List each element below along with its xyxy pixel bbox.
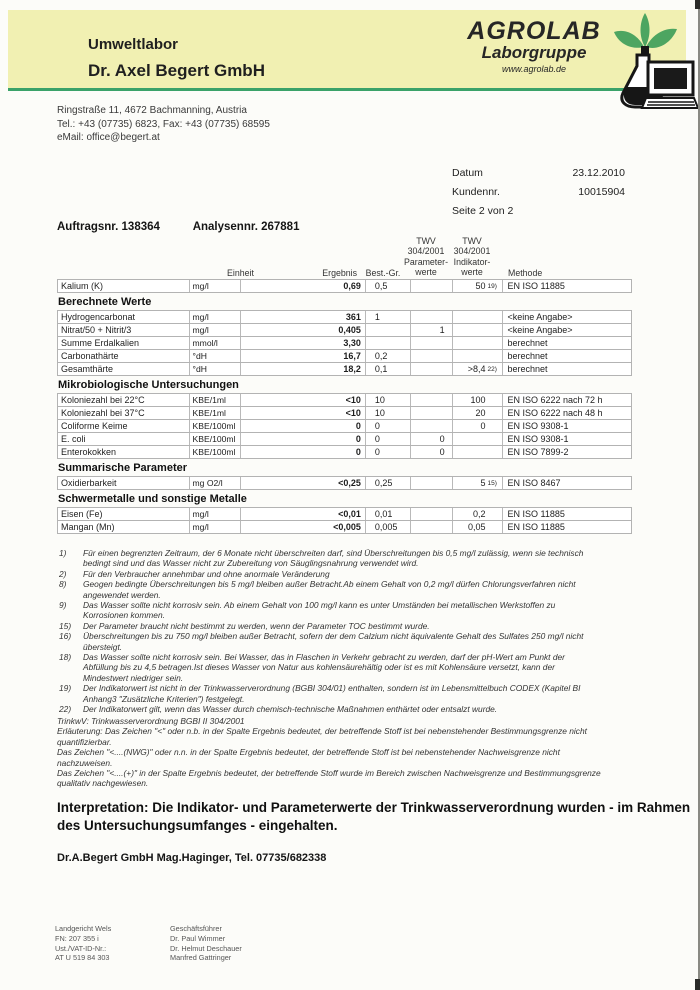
cell-einheit: mg/l bbox=[189, 324, 241, 336]
cell-einheit: mg/l bbox=[189, 280, 241, 292]
section-table bbox=[57, 476, 632, 490]
footnote bbox=[57, 683, 657, 704]
cell-bestimmungsgrenze: 1 bbox=[365, 311, 410, 323]
cell-parameterwert bbox=[410, 407, 452, 419]
cell-parameter: Eisen (Fe) bbox=[61, 509, 103, 519]
cell-bestimmungsgrenze: 0,1 bbox=[365, 363, 410, 375]
datum-label: Datum bbox=[452, 167, 483, 179]
logo-name: AGROLAB bbox=[467, 17, 601, 45]
cell-ergebnis: 0,69 bbox=[240, 280, 365, 292]
section-title: Schwermetalle und sonstige Metalle bbox=[58, 493, 247, 505]
footnote-ref: 15) bbox=[487, 480, 497, 487]
kundennr-value: 10015904 bbox=[578, 186, 625, 198]
footnote-ref bbox=[485, 395, 500, 407]
cell-ergebnis: <10 bbox=[240, 394, 365, 406]
footnote bbox=[57, 704, 657, 714]
table-column-headers bbox=[57, 232, 632, 279]
section-title: Summarische Parameter bbox=[58, 462, 188, 474]
cell-parameterwert bbox=[410, 311, 452, 323]
cell-bestimmungsgrenze: 0,01 bbox=[365, 508, 410, 520]
section-table bbox=[57, 279, 632, 293]
cell-parameter: Mangan (Mn) bbox=[61, 522, 115, 532]
cell-bestimmungsgrenze bbox=[365, 324, 410, 336]
cell-indikatorwert bbox=[452, 337, 503, 349]
cell-einheit: mmol/l bbox=[189, 337, 241, 349]
footnote-number: 8) bbox=[59, 579, 67, 590]
section-table bbox=[57, 393, 632, 459]
footnote-line: angewendet werden. bbox=[83, 589, 161, 600]
cell-parameterwert bbox=[410, 394, 452, 406]
cell-methode: EN ISO 7899-2 bbox=[502, 446, 631, 458]
cell-einheit: mg/l bbox=[189, 508, 241, 520]
footnote-line: Korrosionen kommen. bbox=[83, 610, 165, 621]
logo-subname: Laborgruppe bbox=[481, 43, 587, 62]
legend-line: qualitativ nachgewiesen. bbox=[57, 778, 149, 789]
footnote-ref bbox=[485, 408, 500, 420]
analysennr: Analysennr. 267881 bbox=[192, 221, 300, 233]
section-table bbox=[57, 507, 632, 534]
cell-parameter: Koloniezahl bei 37°C bbox=[61, 408, 145, 418]
footnote-line: Mindestwert niedriger sein. bbox=[83, 672, 184, 683]
cell-parameter: Coliforme Keime bbox=[61, 421, 128, 431]
indikatorwert-value: 0,2 bbox=[472, 509, 486, 519]
col-header-twv-parameterwerte: TWV 304/2001 Parameter- werte bbox=[404, 235, 448, 278]
table-row bbox=[57, 349, 632, 363]
cell-parameterwert bbox=[410, 337, 452, 349]
cell-parameterwert bbox=[410, 477, 452, 489]
footnote-line: Geogen bedingte Überschreitungen bis 5 mg/l bleiben außer Betracht.Ab einem Gehalt von 0,2 mg/l dürfen Chlorungsverfahren nicht bbox=[83, 579, 576, 590]
cell-parameter: Nitrat/50 + Nitrit/3 bbox=[61, 325, 132, 335]
footnote bbox=[57, 652, 657, 683]
footnote-number: 9) bbox=[59, 600, 67, 611]
datum-value: 23.12.2010 bbox=[572, 167, 625, 179]
footer-left-line: FN: 207 355 i bbox=[55, 933, 99, 943]
cell-methode: EN ISO 6222 nach 48 h bbox=[502, 407, 631, 419]
seite-value: Seite 2 von 2 bbox=[452, 205, 514, 217]
cell-ergebnis: <10 bbox=[240, 407, 365, 419]
cell-indikatorwert bbox=[452, 508, 503, 520]
cell-methode: EN ISO 9308-1 bbox=[502, 433, 631, 445]
footnote-ref bbox=[485, 312, 500, 324]
signature-line: Dr.A.Begert GmbH Mag.Haginger, Tel. 07735/682338 bbox=[57, 852, 327, 864]
col-header-twv-indikatorwerte: TWV 304/2001 Indikator- werte bbox=[453, 235, 491, 278]
lab-name-line2: Dr. Axel Begert GmbH bbox=[88, 61, 265, 80]
report-meta bbox=[452, 167, 625, 224]
table-row bbox=[57, 336, 632, 350]
cell-indikatorwert bbox=[452, 477, 503, 489]
cell-einheit: mg/l bbox=[189, 521, 241, 533]
footnote bbox=[57, 548, 657, 569]
cell-einheit: KBE/1ml bbox=[189, 407, 241, 419]
table-row bbox=[57, 279, 632, 293]
table-row bbox=[57, 476, 632, 490]
indikatorwert-value: 0 bbox=[480, 421, 486, 431]
footnote-line: Der Indikatorwert ist nicht in der Trinkwasserverordnung (BGBI 304/01) enthalten, sondern ist im Lebensmittelbuch CODEX (Kapitel BI bbox=[83, 683, 581, 694]
cell-parameter: Enterokokken bbox=[61, 447, 117, 457]
cell-methode: <keine Angabe> bbox=[502, 324, 631, 336]
address-line: Ringstraße 11, 4672 Bachmanning, Austria bbox=[57, 105, 247, 116]
col-header-einheit: Einheit bbox=[227, 268, 254, 278]
section-title: Mikrobiologische Untersuchungen bbox=[58, 379, 239, 391]
legend-line: nachzuweisen. bbox=[57, 757, 113, 768]
footnote-line: Das Wasser sollte nicht korrosiv sein. Ab einem Gehalt von 100 mg/l kann es unter Umständen bei metallischen Werkstoffen zu bbox=[83, 600, 556, 611]
footnote-line: Der Parameter braucht nicht bestimmt zu werden, wenn der Parameter TOC bestimmt wurde. bbox=[83, 620, 430, 631]
footer-court-block bbox=[55, 924, 111, 963]
interpretation-line: Interpretation: Die Indikator- und Parameterwerte der Trinkwasserverordnung wurden - im Rahmen bbox=[57, 800, 691, 815]
footnote-line: Für den Verbraucher annehmbar und ohne anormale Veränderung bbox=[83, 568, 330, 579]
cell-indikatorwert bbox=[452, 280, 503, 292]
cell-einheit: °dH bbox=[189, 350, 241, 362]
cell-ergebnis: 361 bbox=[240, 311, 365, 323]
footnote-ref: 22) bbox=[487, 366, 497, 373]
indikatorwert-value: 50 bbox=[475, 281, 486, 291]
kundennr-label: Kundennr. bbox=[452, 186, 500, 198]
plant-flask-computer-icon bbox=[598, 12, 700, 110]
cell-methode: berechnet bbox=[502, 337, 631, 349]
cell-methode: <keine Angabe> bbox=[502, 311, 631, 323]
scan-corner-mark bbox=[695, 979, 700, 990]
table-row bbox=[57, 520, 632, 534]
cell-parameter: Koloniezahl bei 22°C bbox=[61, 395, 145, 405]
footer-right-line: Dr. Helmut Deschauer bbox=[170, 943, 242, 953]
indikatorwert-value: 0,05 bbox=[467, 522, 486, 532]
indikatorwert-value: 5 bbox=[480, 478, 486, 488]
footnote-ref bbox=[485, 434, 500, 446]
footnote-ref bbox=[485, 447, 500, 459]
cell-bestimmungsgrenze: 0 bbox=[365, 420, 410, 432]
table-row bbox=[57, 419, 632, 433]
cell-ergebnis: 0 bbox=[240, 446, 365, 458]
meta-seite-row bbox=[452, 205, 625, 224]
cell-methode: berechnet bbox=[502, 350, 631, 362]
cell-parameter: Summe Erdalkalien bbox=[61, 338, 140, 348]
cell-parameterwert bbox=[410, 363, 452, 375]
footnote-ref bbox=[485, 509, 500, 521]
cell-einheit: KBE/100ml bbox=[189, 433, 241, 445]
cell-indikatorwert bbox=[452, 394, 503, 406]
scan-corner-mark bbox=[695, 0, 700, 9]
cell-indikatorwert bbox=[452, 521, 503, 533]
legend bbox=[57, 716, 667, 789]
cell-ergebnis: <0,005 bbox=[240, 521, 365, 533]
col-header-ergebnis: Ergebnis bbox=[322, 268, 357, 278]
footer-left-line: Ust./VAT-ID-Nr.: bbox=[55, 943, 107, 953]
interpretation-line: des Untersuchungsumfanges - eingehalten. bbox=[57, 817, 338, 833]
table-row bbox=[57, 507, 632, 521]
footnote-line: Der Indikatorwert gilt, wenn das Wasser durch chemisch-technische Maßnahmen enthärtet oder entsalzt wurde. bbox=[83, 704, 498, 715]
footnote-ref bbox=[485, 338, 500, 350]
cell-parameter: Kalium (K) bbox=[61, 281, 104, 291]
footnote-number: 18) bbox=[59, 652, 72, 663]
cell-bestimmungsgrenze: 0 bbox=[365, 446, 410, 458]
legend-line: Das Zeichen "<....(NWG)" oder n.n. in der Spalte Ergebnis bedeutet, der betreffende Stoff ist bei nebenstehender Nachweisgrenze nicht bbox=[57, 747, 560, 758]
indikatorwert-value: >8,4 bbox=[467, 364, 486, 374]
cell-parameter: Hydrogencarbonat bbox=[61, 312, 136, 322]
address-line: Tel.: +43 (07735) 6823, Fax: +43 (07735) 68595 bbox=[57, 118, 270, 130]
address-line: eMail: office@begert.at bbox=[57, 132, 160, 143]
agrolab-logo bbox=[448, 18, 620, 76]
cell-indikatorwert bbox=[452, 311, 503, 323]
table-row bbox=[57, 393, 632, 407]
table-row bbox=[57, 432, 632, 446]
footnote-line: bedingt sind und das Wasser nicht zur Zubereitung von Säuglingsnahrung verwendet wird. bbox=[83, 558, 419, 569]
cell-bestimmungsgrenze: 10 bbox=[365, 407, 410, 419]
cell-indikatorwert bbox=[452, 407, 503, 419]
footnote-number: 19) bbox=[59, 683, 72, 694]
legend-line: TrinkwV: Trinkwasserverordnung BGBI II 304/2001 bbox=[57, 716, 245, 726]
cell-einheit: mg O2/l bbox=[189, 477, 241, 489]
footnote-line: Anhang3 "Zusätzliche Kriterien") festgelegt. bbox=[83, 693, 245, 704]
footnote-line: übersteigt. bbox=[83, 641, 123, 652]
footnote-number: 16) bbox=[59, 631, 72, 642]
cell-indikatorwert bbox=[452, 324, 503, 336]
cell-ergebnis: 0 bbox=[240, 420, 365, 432]
cell-indikatorwert bbox=[452, 433, 503, 445]
footnote bbox=[57, 631, 657, 652]
logo-url: www.agrolab.de bbox=[501, 64, 567, 74]
cell-einheit: °dH bbox=[189, 363, 241, 375]
cell-einheit: KBE/100ml bbox=[189, 446, 241, 458]
cell-einheit: KBE/100ml bbox=[189, 420, 241, 432]
meta-datum-row bbox=[452, 167, 625, 186]
footnote bbox=[57, 600, 657, 621]
cell-bestimmungsgrenze bbox=[365, 337, 410, 349]
interpretation bbox=[57, 799, 692, 834]
cell-indikatorwert bbox=[452, 446, 503, 458]
indikatorwert-value: 20 bbox=[475, 408, 486, 418]
cell-parameterwert bbox=[410, 350, 452, 362]
footnote bbox=[57, 579, 657, 600]
footnote-line: Überschreitungen bis zu 750 mg/l bleiben außer Betracht, sofern der dem Calzium nicht äquivalente Gehalt des Sulfates 250 mg/l nicht bbox=[83, 631, 584, 642]
footer-right-line: Geschäftsführer bbox=[170, 924, 222, 933]
footnote-line: Für einen begrenzten Zeitraum, der 6 Monate nicht überschreiten darf, sind Überschreitungen bis 0,5 mg/l zulässig, wenn sie technisch bbox=[83, 548, 584, 558]
legend-line: Erläuterung: Das Zeichen "<" oder n.b. in der Spalte Ergebnis bedeutet, der betreffende Stoff ist bei nebenstehender Bestimmungsgrenze nicht bbox=[57, 726, 587, 737]
cell-methode: EN ISO 8467 bbox=[502, 477, 631, 489]
cell-parameter: Oxidierbarkeit bbox=[61, 478, 117, 488]
footnote-number: 2) bbox=[59, 568, 67, 579]
section-table bbox=[57, 310, 632, 376]
footnote-ref bbox=[485, 421, 500, 433]
meta-kundennr-row bbox=[452, 186, 625, 205]
cell-bestimmungsgrenze: 0,2 bbox=[365, 350, 410, 362]
footnote-number: 22) bbox=[59, 704, 72, 715]
cell-ergebnis: 18,2 bbox=[240, 363, 365, 375]
cell-methode: berechnet bbox=[502, 363, 631, 375]
footnote bbox=[57, 569, 657, 579]
indikatorwert-value: 100 bbox=[470, 395, 486, 405]
footnote-ref bbox=[485, 351, 500, 363]
footnote-number: 15) bbox=[59, 620, 72, 631]
footnote-line: Abfüllung bis zu 4,5 betragen.Ist dieses Wasser von Natur aus kohlensäurehältig oder ist es mit Kohlensäure versetzt, kann der bbox=[83, 662, 555, 673]
cell-methode: EN ISO 6222 nach 72 h bbox=[502, 394, 631, 406]
table-row bbox=[57, 323, 632, 337]
lab-address bbox=[57, 104, 270, 145]
cell-parameterwert bbox=[410, 521, 452, 533]
cell-ergebnis: 0 bbox=[240, 433, 365, 445]
cell-parameter: Carbonathärte bbox=[61, 351, 119, 361]
footnote-ref bbox=[485, 522, 500, 534]
table-row bbox=[57, 310, 632, 324]
footnote-number: 1) bbox=[59, 548, 67, 558]
legend-line: Das Zeichen "<....(+)" in der Spalte Ergebnis bedeutet, der betreffende Stoff wurde im Bereich zwischen Nachweisgrenze und Bestimmungsgrenze bbox=[57, 768, 601, 779]
lab-name-line1: Umweltlabor bbox=[88, 36, 179, 53]
cell-methode: EN ISO 11885 bbox=[502, 280, 631, 292]
cell-parameterwert: 0 bbox=[410, 446, 452, 458]
cell-indikatorwert bbox=[452, 420, 503, 432]
section-title: Berechnete Werte bbox=[58, 296, 152, 308]
footnote-ref: 19) bbox=[487, 283, 497, 290]
cell-methode: EN ISO 11885 bbox=[502, 508, 631, 520]
cell-parameterwert bbox=[410, 280, 452, 292]
table-row bbox=[57, 362, 632, 376]
cell-bestimmungsgrenze: 0,5 bbox=[365, 280, 410, 292]
cell-ergebnis: <0,01 bbox=[240, 508, 365, 520]
cell-ergebnis: 3,30 bbox=[240, 337, 365, 349]
cell-methode: EN ISO 11885 bbox=[502, 521, 631, 533]
cell-bestimmungsgrenze: 0,25 bbox=[365, 477, 410, 489]
footnote-line: Das Wasser sollte nicht korrosiv sein. Bei Wasser, das in Flaschen in Verkehr gebracht zu werden, darf der pH-Wert am Punkt der bbox=[83, 652, 565, 663]
cell-parameterwert: 0 bbox=[410, 433, 452, 445]
footer-left-line: Landgericht Wels bbox=[55, 924, 112, 933]
footnote-ref bbox=[485, 325, 500, 337]
cell-bestimmungsgrenze: 10 bbox=[365, 394, 410, 406]
footnotes bbox=[57, 548, 657, 715]
cell-methode: EN ISO 9308-1 bbox=[502, 420, 631, 432]
cell-ergebnis: 16,7 bbox=[240, 350, 365, 362]
cell-einheit: KBE/1ml bbox=[189, 394, 241, 406]
footer-right-line: Dr. Paul Wimmer bbox=[170, 933, 226, 943]
footer-managers-block bbox=[170, 924, 242, 963]
cell-indikatorwert bbox=[452, 350, 503, 362]
cell-parameterwert bbox=[410, 420, 452, 432]
cell-ergebnis: <0,25 bbox=[240, 477, 365, 489]
results-table bbox=[57, 279, 632, 534]
footnote bbox=[57, 621, 657, 631]
cell-parameter: Gesamthärte bbox=[61, 364, 114, 374]
auftragsnr: Auftragsnr. 138364 bbox=[57, 221, 160, 233]
col-header-methode: Methode bbox=[508, 268, 543, 278]
cell-einheit: mg/l bbox=[189, 311, 241, 323]
footer-left-line: AT U 519 84 303 bbox=[55, 953, 110, 963]
cell-indikatorwert bbox=[452, 363, 503, 375]
col-header-bestgr: Best.-Gr. bbox=[365, 268, 401, 278]
footer-right-line: Manfred Gattringer bbox=[170, 953, 232, 963]
table-row bbox=[57, 445, 632, 459]
cell-parameterwert bbox=[410, 508, 452, 520]
cell-bestimmungsgrenze: 0,005 bbox=[365, 521, 410, 533]
cell-parameter: E. coli bbox=[61, 434, 86, 444]
table-row bbox=[57, 406, 632, 420]
cell-ergebnis: 0,405 bbox=[240, 324, 365, 336]
cell-parameterwert: 1 bbox=[410, 324, 452, 336]
legend-line: quantifizierbar. bbox=[57, 736, 112, 747]
cell-bestimmungsgrenze: 0 bbox=[365, 433, 410, 445]
